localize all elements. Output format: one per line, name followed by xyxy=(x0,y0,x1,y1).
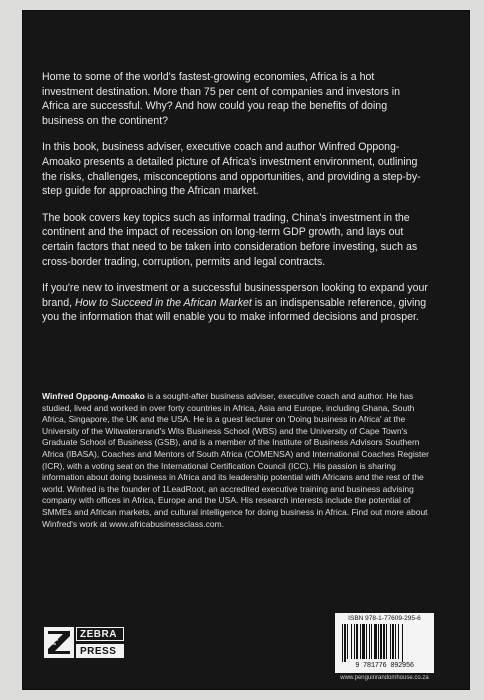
publisher-website: www.penguinrandomhouse.co.za xyxy=(340,675,429,681)
isbn-label: ISBN 978-1-77609-295-6 xyxy=(348,615,421,622)
zebra-z-icon xyxy=(44,627,74,658)
barcode-digits: 9 781776 092956 xyxy=(355,662,414,670)
author-name: Winfred Oppong-Amoako xyxy=(42,391,145,401)
blurb-paragraph-3: The book covers key topics such as informal trading, China's investment in the continent and the impact of recession on long-term GDP growth, and lays out certain factors that need to be taken into consideration before investing, such as cross-border trading, corruption, permits and legal contracts. xyxy=(42,211,418,268)
blurb-p4-end: is an indispensable reference, giving you the information that will enable you to make informed decisions and prosper. xyxy=(42,296,427,324)
publisher-logo xyxy=(44,627,124,658)
barcode-bars-icon xyxy=(342,624,427,662)
author-bio xyxy=(42,391,432,530)
publisher-name-line1: ZEBRA xyxy=(76,627,124,641)
blurb-paragraph-1: Home to some of the world's fastest-growing economies, Africa is a hot investment destination. More than 75 per cent of companies and investors in Africa are successful. Why? And how could you reap the benefits of doing business on the continent? xyxy=(42,71,401,127)
barcode xyxy=(335,613,434,673)
blurb xyxy=(42,70,428,337)
blurb-p4-start: If you're new to investment or a successful businessperson looking to expand your brand, xyxy=(42,282,428,309)
author-bio-text: is a sought-after business adviser, executive coach and author. He has studied, lived and worked in over forty countries in Africa, Asia and Europe, including Ghana, South Africa, Singapore, the UK and the USA. He is a guest lecturer on 'Doing business in Africa' at the University of the Witwatersrand's Wits Business School (WBS) and the University of Cape Town's Graduate School of Business (GSB), and is a member of the Institute of Business Advisors Southern Africa (IBASA), Coaches and Mentors of South Africa (COMENSA) and International Coaches Register (ICR), with a voting seat on the International Certification Council (ICC). His passion is sharing information about doing business in Africa and its leadership potential with Africans and the rest of the world. Winfred is the founder of 1LeadRoot, an accredited executive training and business advising company with offices in Africa, Europe and the USA. His research interests include the potential of SMMEs and African markets, and cultural intelligence for doing business in Africa. Find out more about Winfred's work at www.africabusinessclass.com. xyxy=(42,391,429,529)
blurb-paragraph-4 xyxy=(42,281,428,325)
publisher-name-line2: PRESS xyxy=(76,644,124,658)
book-title-italic: How to Succeed in the African Market xyxy=(74,296,252,309)
blurb-paragraph-2: In this book, business adviser, executive coach and author Winfred Oppong-Amoako presents a detailed picture of Africa's investment environment, outlining the risks, challenges, misconceptions and opportunities, and providing a step-by-step guide for approaching the African market. xyxy=(42,141,421,198)
